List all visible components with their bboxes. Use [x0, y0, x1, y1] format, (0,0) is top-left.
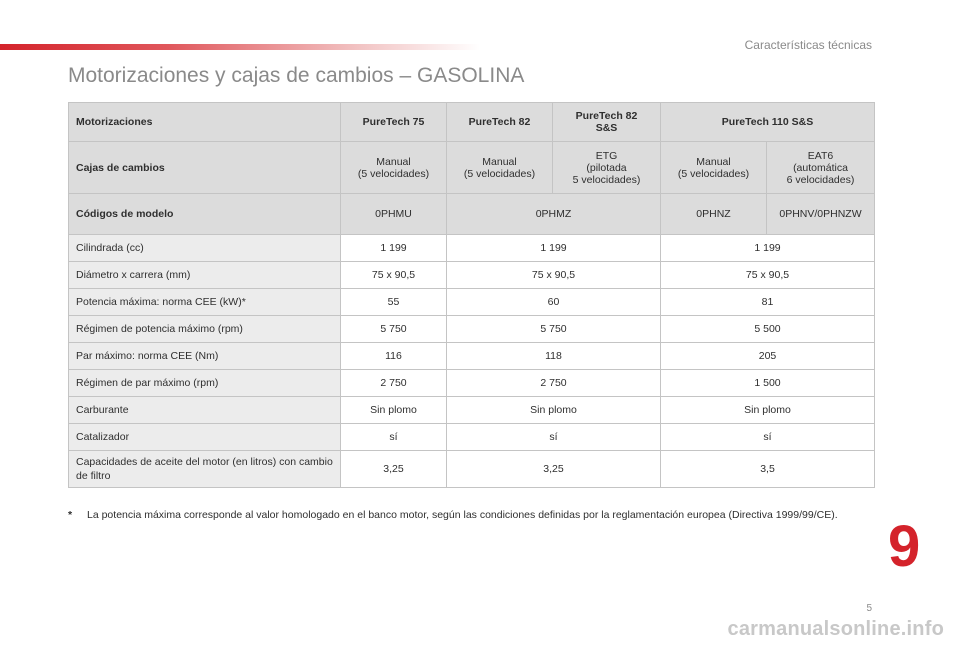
row-value: Sin plomo — [341, 397, 447, 424]
model-code-cell: 0PHNZ — [661, 194, 767, 235]
engine-header-cell: PureTech 75 — [341, 103, 447, 142]
gearbox-cell: ETG (pilotada 5 velocidades) — [553, 142, 661, 194]
row-value: 116 — [341, 343, 447, 370]
row-value: 75 x 90,5 — [661, 262, 875, 289]
gearbox-label: Cajas de cambios — [69, 142, 341, 194]
page-number: 5 — [866, 603, 872, 614]
row-value: 1 199 — [661, 235, 875, 262]
gearbox-row — [69, 142, 875, 194]
section-label: Características técnicas — [744, 38, 872, 52]
row-value: 5 750 — [341, 316, 447, 343]
table-row — [69, 424, 875, 451]
row-label: Capacidades de aceite del motor (en litros) con cambio de filtro — [69, 451, 341, 488]
accent-bar — [0, 44, 480, 50]
gearbox-cell: EAT6 (automática 6 velocidades) — [767, 142, 875, 194]
row-value: 2 750 — [341, 370, 447, 397]
table-row — [69, 451, 875, 488]
row-value: 75 x 90,5 — [447, 262, 661, 289]
row-value: 5 750 — [447, 316, 661, 343]
row-label: Carburante — [69, 397, 341, 424]
row-label: Diámetro x carrera (mm) — [69, 262, 341, 289]
row-value: 3,25 — [341, 451, 447, 488]
row-value: 1 500 — [661, 370, 875, 397]
model-code-cell: 0PHMU — [341, 194, 447, 235]
row-label: Catalizador — [69, 424, 341, 451]
gearbox-cell: Manual (5 velocidades) — [341, 142, 447, 194]
table-row — [69, 316, 875, 343]
model-code-cell: 0PHMZ — [447, 194, 661, 235]
row-value: 1 199 — [447, 235, 661, 262]
row-value: sí — [661, 424, 875, 451]
footnote-marker: * — [68, 509, 73, 521]
row-value: sí — [341, 424, 447, 451]
row-label: Régimen de potencia máximo (rpm) — [69, 316, 341, 343]
row-value: 60 — [447, 289, 661, 316]
model-codes-label: Códigos de modelo — [69, 194, 341, 235]
watermark: carmanualsonline.info — [727, 618, 944, 640]
row-value: Sin plomo — [447, 397, 661, 424]
gearbox-cell: Manual (5 velocidades) — [661, 142, 767, 194]
row-value: 3,25 — [447, 451, 661, 488]
row-label: Régimen de par máximo (rpm) — [69, 370, 341, 397]
engine-header-cell: PureTech 110 S&S — [661, 103, 875, 142]
gearbox-cell: Manual (5 velocidades) — [447, 142, 553, 194]
footnote-text: La potencia máxima corresponde al valor homologado en el banco motor, según las condiciones definidas por la reglamentación europea (Directiva 1999/99/CE). — [87, 509, 838, 521]
engine-header-cell: PureTech 82 S&S — [553, 103, 661, 142]
table-row — [69, 370, 875, 397]
row-value: 5 500 — [661, 316, 875, 343]
row-label: Par máximo: norma CEE (Nm) — [69, 343, 341, 370]
row-value: 55 — [341, 289, 447, 316]
row-value: 75 x 90,5 — [341, 262, 447, 289]
engine-header-cell: PureTech 82 — [447, 103, 553, 142]
model-code-cell: 0PHNV/0PHNZW — [767, 194, 875, 235]
page-title: Motorizaciones y cajas de cambios – GASOLINA — [68, 64, 525, 87]
row-value: sí — [447, 424, 661, 451]
row-value: 3,5 — [661, 451, 875, 488]
row-value: 1 199 — [341, 235, 447, 262]
row-label: Potencia máxima: norma CEE (kW)* — [69, 289, 341, 316]
row-label: Cilindrada (cc) — [69, 235, 341, 262]
chapter-number: 9 — [888, 514, 921, 579]
row-value: 118 — [447, 343, 661, 370]
table-row — [69, 343, 875, 370]
table-row — [69, 289, 875, 316]
table-row — [69, 235, 875, 262]
row-value: 2 750 — [447, 370, 661, 397]
engines-header-row — [69, 103, 875, 142]
row-value: 81 — [661, 289, 875, 316]
model-codes-row — [69, 194, 875, 235]
row-value: Sin plomo — [661, 397, 875, 424]
engines-header-label: Motorizaciones — [69, 103, 341, 142]
table-row — [69, 262, 875, 289]
row-value: 205 — [661, 343, 875, 370]
spec-table — [68, 102, 875, 488]
footnote — [68, 508, 874, 522]
table-row — [69, 397, 875, 424]
